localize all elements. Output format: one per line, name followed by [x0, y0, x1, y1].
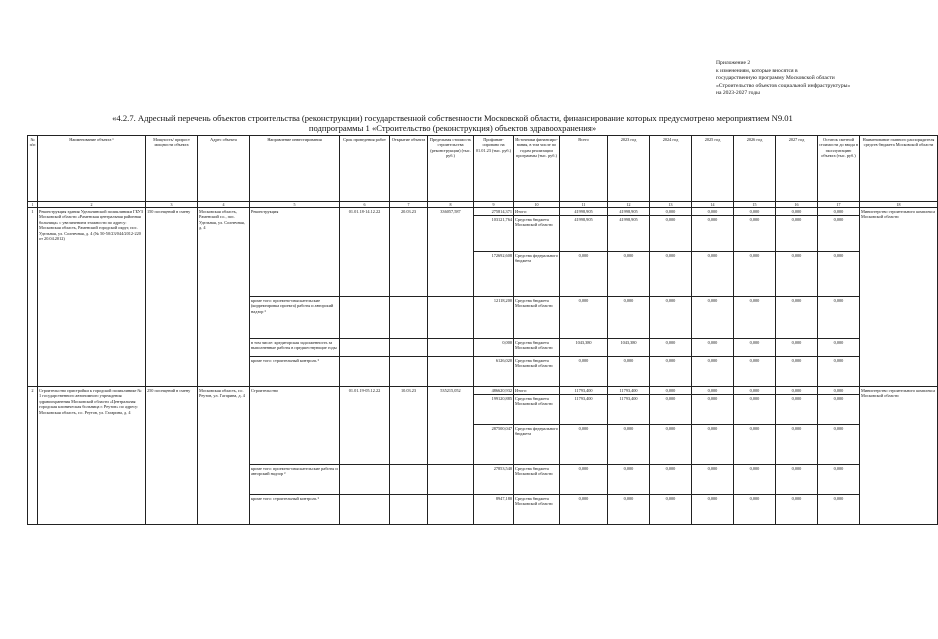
amount-2027: 0,000 — [776, 387, 818, 395]
financed-amount: 27853,540 — [474, 465, 514, 495]
empty-cell — [428, 357, 474, 387]
funding-source: Средства бюджета Московской области — [514, 216, 560, 252]
annex-line: к изменениям, которые вносятся в — [716, 67, 798, 74]
object-address: Московская область, Раменский г.о., пос. Удельная, ул. Солнечная, д. 4 — [198, 208, 250, 387]
amount-2023: 0,000 — [608, 297, 650, 339]
empty-cell — [428, 465, 474, 495]
financed-amount: 6126,020 — [474, 357, 514, 387]
remaining-cost: 0,000 — [818, 425, 860, 465]
object-list-table — [27, 135, 938, 525]
amount-2024: 0,000 — [650, 252, 692, 297]
amount-2024: 0,000 — [650, 208, 692, 216]
total-amount: 11793,400 — [560, 395, 608, 425]
total-amount: 41998,905 — [560, 216, 608, 252]
additional-costs: кроме того: проектно-изыскательские работы и авторский надзор ³ — [250, 465, 340, 495]
funding-source: Средства бюджета Московской области — [514, 297, 560, 339]
empty-cell — [340, 297, 390, 339]
amount-2025: 0,000 — [692, 339, 734, 357]
additional-costs: в том числе: кредиторская задолженность за выполненные работы в предшествующие годы — [250, 339, 340, 357]
column-number: 15 — [734, 202, 776, 208]
amount-2024: 0,000 — [650, 495, 692, 525]
annex-line: «Строительство объектов социальной инфраструктуры» — [716, 82, 851, 89]
column-number: 2 — [38, 202, 146, 208]
object-capacity: 250 посещений в смену — [146, 387, 198, 525]
amount-2026: 0,000 — [734, 357, 776, 387]
amount-2024: 0,000 — [650, 297, 692, 339]
column-number: 4 — [198, 202, 250, 208]
document-title — [0, 113, 905, 133]
table-row — [28, 387, 938, 395]
column-number: 10 — [514, 202, 560, 208]
amount-2024: 0,000 — [650, 465, 692, 495]
table-row — [28, 208, 938, 216]
column-number: 17 — [818, 202, 860, 208]
object-name: Реконструкция здания Удельнинской поликлиники ГБУЗ Московской области «Раменская центральная районная больница» с увеличением этажности по адресу: Московская область, Раменский городской округ, пос. Удельная, ул. Солнечная, д. 4 (№ 50-50/23/044/2012-220 от 20.04.2012) — [38, 208, 146, 387]
additional-costs: кроме того: строительный контроль ³ — [250, 495, 340, 525]
column-header: 2027 год — [776, 136, 818, 202]
investment-direction: Реконструкция — [250, 208, 340, 297]
empty-cell — [340, 465, 390, 495]
amount-2025: 0,000 — [692, 425, 734, 465]
amount-2027: 0,000 — [776, 357, 818, 387]
remaining-cost: 0,000 — [818, 216, 860, 252]
amount-2027: 0,000 — [776, 339, 818, 357]
column-header: Профинан-сировано на 01.01.23 (тыс. руб.) — [474, 136, 514, 202]
column-header: Предельная стоимость строительства (реконструкции) (тыс. руб.) — [428, 136, 474, 202]
empty-cell — [340, 357, 390, 387]
total-amount: 0,000 — [560, 297, 608, 339]
empty-cell — [340, 339, 390, 357]
total-amount: 41998,905 — [560, 208, 608, 216]
column-header: Наименование главного распорядителя средств бюджета Московской области — [860, 136, 938, 202]
amount-2024: 0,000 — [650, 216, 692, 252]
amount-2023: 11793,400 — [608, 395, 650, 425]
total-amount: 0,000 — [560, 252, 608, 297]
total-amount: 0,000 — [560, 495, 608, 525]
amount-2026: 0,000 — [734, 465, 776, 495]
empty-cell — [390, 495, 428, 525]
column-number: 5 — [250, 202, 340, 208]
amount-2025: 0,000 — [692, 465, 734, 495]
column-number: 8 — [428, 202, 474, 208]
empty-cell — [390, 357, 428, 387]
column-number: 12 — [608, 202, 650, 208]
column-header: Наименование объекта ¹ — [38, 136, 146, 202]
amount-2024: 0,000 — [650, 395, 692, 425]
amount-2024: 0,000 — [650, 339, 692, 357]
opening-date: 20.03.23 — [390, 208, 428, 297]
amount-2026: 0,000 — [734, 339, 776, 357]
funding-source: Средства бюджета Московской области — [514, 339, 560, 357]
remaining-cost: 0,000 — [818, 357, 860, 387]
amount-2025: 0,000 — [692, 216, 734, 252]
column-header: 2024 год — [650, 136, 692, 202]
object-address: Московская область, г.о. Реутов, ул. Гагарина, д. 4 — [198, 387, 250, 525]
column-header: Всего — [560, 136, 608, 202]
column-number: 11 — [560, 202, 608, 208]
remaining-cost: 0,000 — [818, 495, 860, 525]
amount-2027: 0,000 — [776, 252, 818, 297]
empty-cell — [390, 297, 428, 339]
amount-2025: 0,000 — [692, 495, 734, 525]
financed-amount: 486620,932 — [474, 387, 514, 395]
column-header: Направление инвестирования — [250, 136, 340, 202]
funding-source: Средства бюджета Московской области — [514, 495, 560, 525]
amount-2023: 11793,400 — [608, 387, 650, 395]
limit-cost: 336057,587 — [428, 208, 474, 297]
object-number: 2 — [28, 387, 38, 525]
amount-2025: 0,000 — [692, 395, 734, 425]
column-number: 13 — [650, 202, 692, 208]
empty-cell — [428, 495, 474, 525]
empty-cell — [428, 339, 474, 357]
remaining-cost: 0,000 — [818, 208, 860, 216]
object-name: Строительство пристройки к городской поликлинике № 1 государственного автономного учреждения здравоохранения Московской области «Центральная городская клиническая больница г. Реутов» по адресу: Московская область, г.о. Реутов, ул. Гагарина, д. 4 — [38, 387, 146, 525]
annex-line: Приложение 2 — [716, 60, 751, 66]
total-amount: 1043,380 — [560, 339, 608, 357]
budget-administrator: Министерство строительного комплекса Московской области — [860, 387, 938, 525]
total-amount: 0,000 — [560, 425, 608, 465]
column-header: № п/п — [28, 136, 38, 202]
column-header: Источники финансиро-вания, в том числе по годам реализации программы (тыс. руб.) — [514, 136, 560, 202]
amount-2027: 0,000 — [776, 208, 818, 216]
column-number: 16 — [776, 202, 818, 208]
amount-2027: 0,000 — [776, 216, 818, 252]
amount-2026: 0,000 — [734, 425, 776, 465]
financed-amount: 199120,885 — [474, 395, 514, 425]
column-header: Адрес объекта — [198, 136, 250, 202]
amount-2027: 0,000 — [776, 297, 818, 339]
amount-2026: 0,000 — [734, 297, 776, 339]
amount-2024: 0,000 — [650, 387, 692, 395]
amount-2026: 0,000 — [734, 495, 776, 525]
empty-cell — [390, 465, 428, 495]
funding-source: Средства бюджета Московской области — [514, 357, 560, 387]
total-amount: 0,000 — [560, 357, 608, 387]
amount-2025: 0,000 — [692, 387, 734, 395]
funding-source: Итого: — [514, 387, 560, 395]
additional-costs: кроме того: строительный контроль ³ — [250, 357, 340, 387]
column-header: 2023 год — [608, 136, 650, 202]
funding-source: Средства федерального бюджета — [514, 252, 560, 297]
column-header: Открытие объекта — [390, 136, 428, 202]
amount-2023: 0,000 — [608, 465, 650, 495]
amount-2026: 0,000 — [734, 387, 776, 395]
column-number: 9 — [474, 202, 514, 208]
amount-2027: 0,000 — [776, 425, 818, 465]
amount-2023: 41998,905 — [608, 216, 650, 252]
amount-2024: 0,000 — [650, 425, 692, 465]
amount-2024: 0,000 — [650, 357, 692, 387]
amount-2023: 0,000 — [608, 495, 650, 525]
amount-2023: 1043,380 — [608, 339, 650, 357]
amount-2023: 0,000 — [608, 357, 650, 387]
column-number: 1 — [28, 202, 38, 208]
column-number: 7 — [390, 202, 428, 208]
remaining-cost: 0,000 — [818, 465, 860, 495]
amount-2027: 0,000 — [776, 395, 818, 425]
empty-cell — [390, 339, 428, 357]
work-period: 01.01.19-05.12.22 — [340, 387, 390, 465]
work-period: 01.01.18-14.12.22 — [340, 208, 390, 297]
financed-amount: 0,000 — [474, 339, 514, 357]
funding-source: Средства бюджета Московской области — [514, 395, 560, 425]
header-row — [28, 136, 938, 202]
amount-2027: 0,000 — [776, 495, 818, 525]
amount-2023: 0,000 — [608, 425, 650, 465]
remaining-cost: 0,000 — [818, 387, 860, 395]
financed-amount: 8947,180 — [474, 495, 514, 525]
amount-2025: 0,000 — [692, 297, 734, 339]
column-number: 3 — [146, 202, 198, 208]
empty-cell — [340, 495, 390, 525]
amount-2026: 0,000 — [734, 252, 776, 297]
amount-2025: 0,000 — [692, 357, 734, 387]
budget-administrator: Министерство строительного комплекса Московской области — [860, 208, 938, 387]
remaining-cost: 0,000 — [818, 339, 860, 357]
column-number: 18 — [860, 202, 938, 208]
funding-source: Средства бюджета Московской области — [514, 465, 560, 495]
financed-amount: 275814,371 — [474, 208, 514, 216]
amount-2026: 0,000 — [734, 395, 776, 425]
column-header: Мощность/ прирост мощности объекта — [146, 136, 198, 202]
financed-amount: 103121,764 — [474, 216, 514, 252]
total-amount: 0,000 — [560, 465, 608, 495]
column-header: Остаток сметной стоимости до ввода в эксплуатацию объекта (тыс. руб.) — [818, 136, 860, 202]
amount-2027: 0,000 — [776, 465, 818, 495]
additional-costs: кроме того: проектно-изыскательские (корректировка проекта) работы и авторский надзор ³ — [250, 297, 340, 339]
financed-amount: 287500,047 — [474, 425, 514, 465]
investment-direction: Строительство — [250, 387, 340, 465]
title-line-1: «4.2.7. Адресный перечень объектов строительства (реконструкции) государственной собственности Московской области, финансирование которых предусмотрено мероприятием N9.01 — [112, 113, 793, 123]
object-capacity: 150 посещений в смену — [146, 208, 198, 387]
column-number: 14 — [692, 202, 734, 208]
title-line-2: подпрограммы 1 «Строительство (реконструкция) объектов здравоохранения» — [308, 123, 597, 133]
annex-note — [716, 60, 901, 98]
annex-line: на 2023-2027 годы — [716, 90, 760, 97]
annex-line: государственную программу Московской области — [716, 75, 835, 82]
total-amount: 11793,400 — [560, 387, 608, 395]
column-header: 2026 год — [734, 136, 776, 202]
empty-cell — [428, 297, 474, 339]
remaining-cost: 0,000 — [818, 252, 860, 297]
financed-amount: 12118,200 — [474, 297, 514, 339]
opening-date: 10.03.23 — [390, 387, 428, 465]
funding-source: Средства федерального бюджета — [514, 425, 560, 465]
remaining-cost: 0,000 — [818, 297, 860, 339]
amount-2023: 0,000 — [608, 252, 650, 297]
column-header: Срок проведения работ — [340, 136, 390, 202]
remaining-cost: 0,000 — [818, 395, 860, 425]
financed-amount: 172692,608 — [474, 252, 514, 297]
limit-cost: 535215,052 — [428, 387, 474, 465]
table-body — [28, 136, 938, 525]
amount-2026: 0,000 — [734, 216, 776, 252]
amount-2025: 0,000 — [692, 208, 734, 216]
column-header: 2025 год — [692, 136, 734, 202]
object-number: 1 — [28, 208, 38, 387]
amount-2025: 0,000 — [692, 252, 734, 297]
column-number: 6 — [340, 202, 390, 208]
amount-2023: 41998,905 — [608, 208, 650, 216]
funding-source: Итого: — [514, 208, 560, 216]
amount-2026: 0,000 — [734, 208, 776, 216]
